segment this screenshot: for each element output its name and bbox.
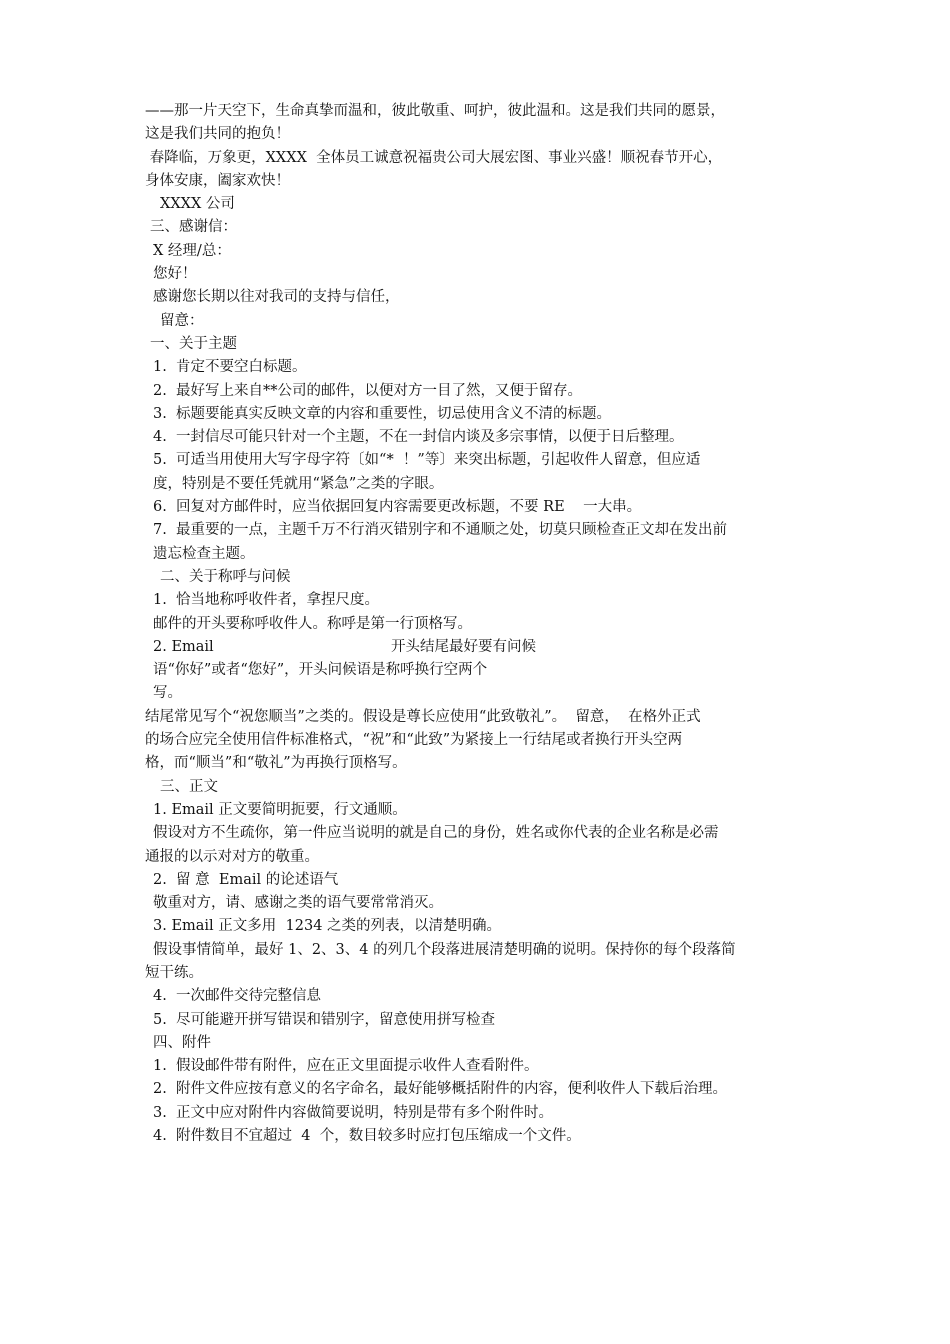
list-item: 5. 可适当用使用大写字母字符〔如“* ！”等〕来突出标题，引起收件人留意，但应适	[153, 452, 701, 469]
section-heading: 二、关于称呼与问候	[160, 568, 291, 585]
text-line: 这是我们共同的抱负！	[145, 126, 290, 143]
list-item: 2. 附件文件应按有意义的名字命名，最好能够概括附件的内容，便利收件人下载后治理。	[153, 1081, 728, 1098]
document-page	[145, 100, 815, 1148]
section-heading: 一、关于主题	[150, 335, 237, 352]
text-fragment: 开头结尾最好要有问候	[391, 638, 536, 655]
salutation: X 经理/总：	[153, 242, 231, 259]
list-item: 4. 附件数目不宜超过 4 个，数目较多时应打包压缩成一个文件。	[153, 1128, 581, 1145]
list-item-continued: 遗忘检查主题。	[153, 545, 255, 562]
text-line: 短干练。	[145, 964, 203, 981]
split-row	[145, 636, 815, 659]
list-item: 3. Email 正文多用 1234 之类的列表，以清楚明确。	[153, 918, 502, 935]
text-line: 假设事情简单，最好 1、2、3、4 的列几个段落进展清楚明确的说明。保持你的每个段落简	[153, 941, 736, 958]
text-line: 语“你好”或者“您好”，开头问候语是称呼换行空两个	[153, 662, 488, 679]
list-item: 2. Email	[153, 638, 214, 655]
section-heading: 四、附件	[153, 1034, 211, 1051]
list-item: 1. Email 正文要简明扼要，行文通顺。	[153, 801, 407, 818]
text-line: 格，而“顺当”和“敬礼”为再换行顶格写。	[145, 755, 407, 772]
list-item-continued: 度，特别是不要任凭就用“紧急”之类的字眼。	[153, 475, 444, 492]
text-line: 假设对方不生疏你，第一件应当说明的就是自己的身份，姓名或你代表的企业名称是必需	[153, 825, 719, 842]
company-signature: XXXX 公司	[160, 196, 235, 213]
text-line: 通报的以示对对方的敬重。	[145, 848, 319, 865]
text-line: 敬重对方，请、感谢之类的语气要常常消灭。	[153, 895, 443, 912]
list-item: 1. 假设邮件带有附件，应在正文里面提示收件人查看附件。	[153, 1058, 539, 1075]
note-heading: 留意：	[160, 312, 204, 329]
list-item: 1. 恰当地称呼收件者，拿捏尺度。	[153, 592, 380, 609]
text-line: 春降临，万象更，XXXX 全体员工诚意祝福贵公司大展宏图、事业兴盛！顺祝春节开心，	[145, 149, 723, 166]
list-item: 2. 留 意 Email 的论述语气	[153, 871, 339, 888]
list-item: 3. 正文中应对附件内容做简要说明，特别是带有多个附件时。	[153, 1104, 554, 1121]
list-item: 1. 肯定不要空白标题。	[153, 359, 307, 376]
text-line: ——那一片天空下，生命真挚而温和，彼此敬重、呵护，彼此温和。这是我们共同的愿景，	[145, 103, 725, 119]
list-item: 4. 一次邮件交待完整信息	[153, 988, 322, 1005]
list-item: 7. 最重要的一点，主题千万不行消灭错别字和不通顺之处，切莫只顾检查正文却在发出前	[153, 522, 728, 539]
section-heading: 三、感谢信：	[150, 219, 237, 236]
list-item: 6. 回复对方邮件时，应当依据回复内容需要更改标题，不要 RE 一大串。	[153, 499, 642, 516]
text-line: 结尾常见写个“祝您顺当”之类的。假设是尊长应使用“此致敬礼”。 留意， 在格外正式	[145, 708, 701, 725]
greeting: 您好！	[153, 266, 197, 283]
section-heading: 三、正文	[160, 778, 218, 795]
text-line: 身体安康，阖家欢快！	[145, 172, 290, 189]
text-line: 写。	[153, 685, 182, 702]
list-item: 5. 尽可能避开拼写错误和错别字，留意使用拼写检查	[153, 1011, 496, 1028]
text-line: 邮件的开头要称呼收件人。称呼是第一行顶格写。	[153, 615, 472, 632]
text-line: 的场合应完全使用信件标准格式，“祝”和“此致”为紧接上一行结尾或者换行开头空两	[145, 732, 683, 749]
list-item: 3. 标题要能真实反映文章的内容和重要性，切忌使用含义不清的标题。	[153, 405, 612, 422]
list-item: 2. 最好写上来自**公司的邮件，以便对方一目了然，又便于留存。	[153, 382, 583, 399]
text-line: 感谢您长期以往对我司的支持与信任，	[153, 289, 400, 306]
list-item: 4. 一封信尽可能只针对一个主题，不在一封信内谈及多宗事情，以便于日后整理。	[153, 429, 684, 446]
